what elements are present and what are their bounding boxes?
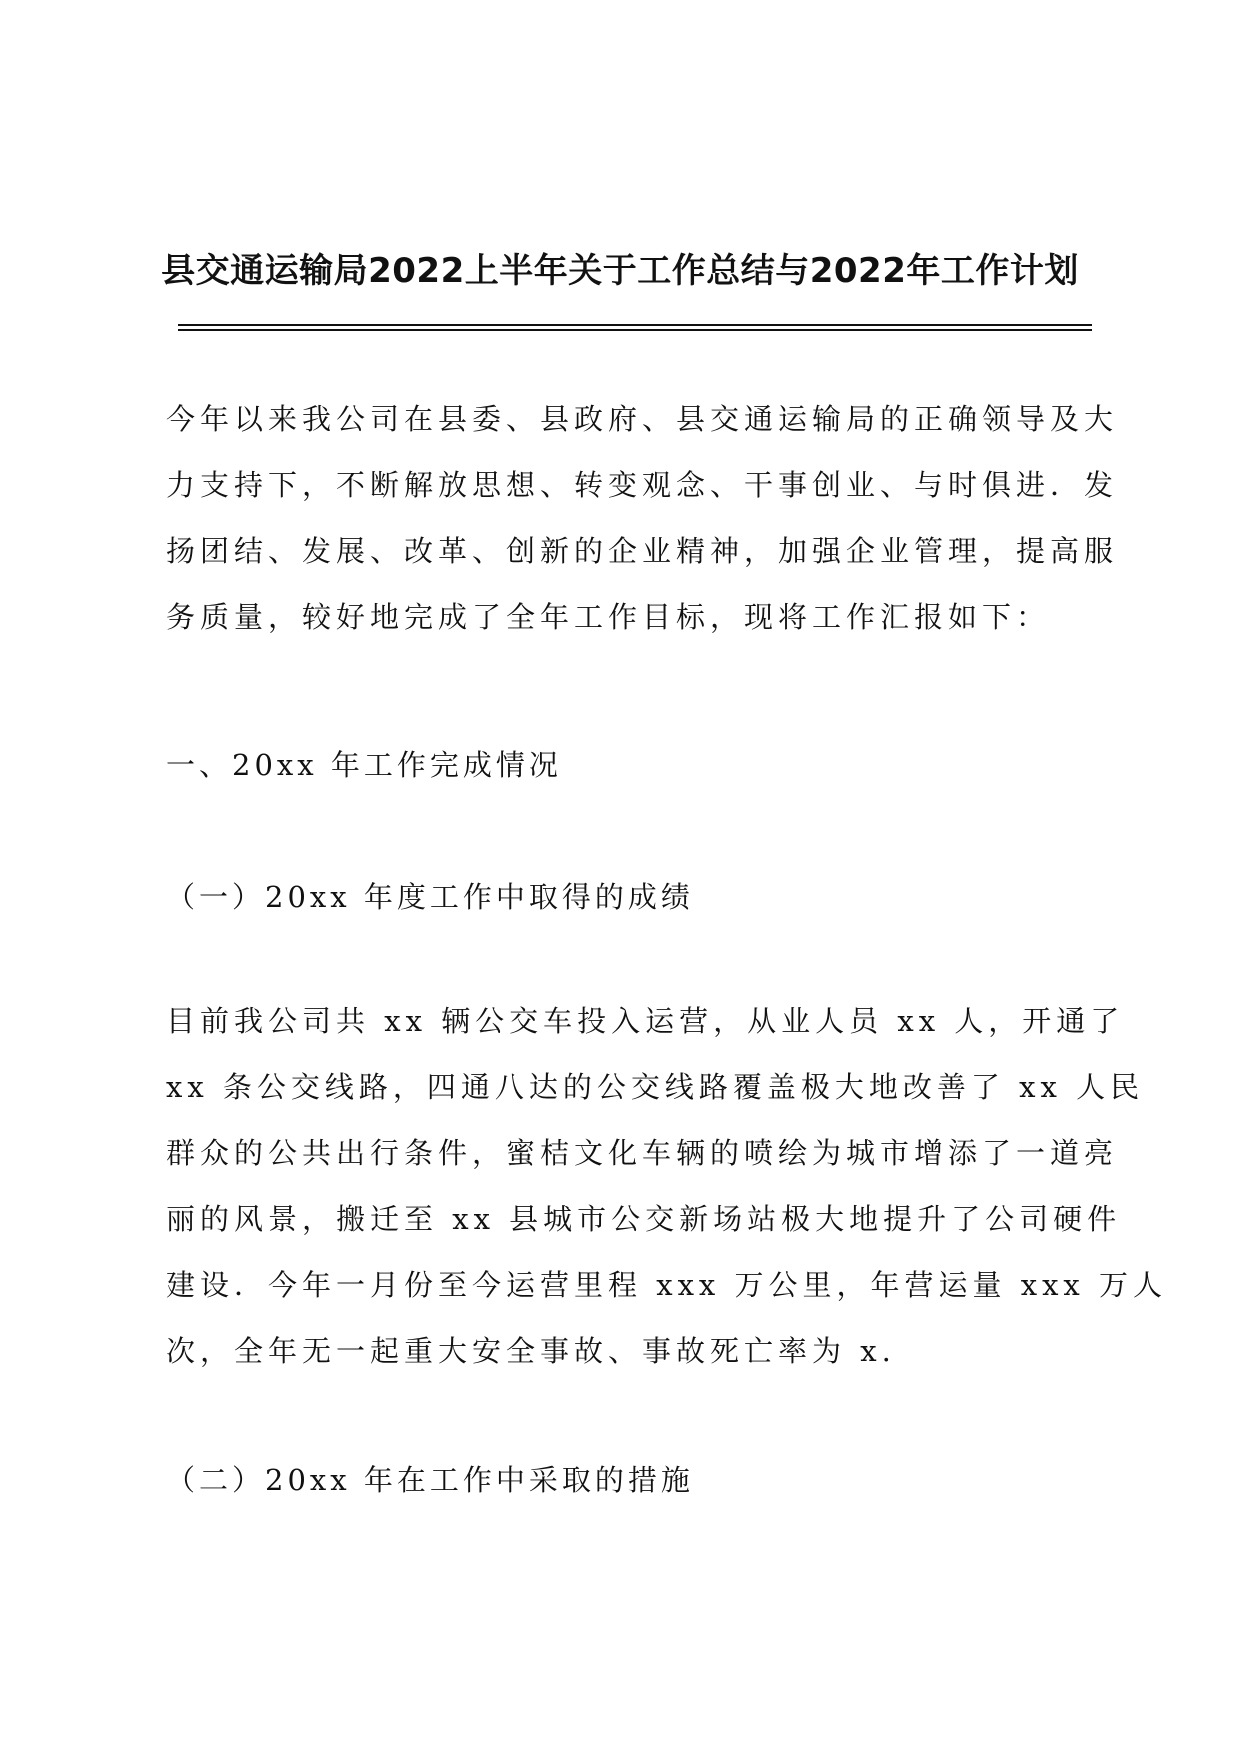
paragraph-line: 目前我公司共 xx 辆公交车投入运营，从业人员 xx 人，开通了 <box>166 1004 1125 1038</box>
paragraph-line: xx 条公交线路，四通八达的公交线路覆盖极大地改善了 xx 人民 <box>166 1070 1145 1104</box>
section-heading: 一、20xx 年工作完成情况 <box>166 748 562 782</box>
paragraph-line: 务质量，较好地完成了全年工作目标，现将工作汇报如下： <box>166 600 1051 634</box>
achievements-paragraph <box>166 988 1168 1384</box>
subsection-heading: （一）20xx 年度工作中取得的成绩 <box>166 880 694 914</box>
intro-paragraph <box>166 386 1119 650</box>
paragraph-line: 群众的公共出行条件，蜜桔文化车辆的喷绘为城市增添了一道亮 <box>166 1136 1119 1170</box>
paragraph-line: 丽的风景，搬迁至 xx 县城市公交新场站极大地提升了公司硬件 <box>166 1202 1122 1236</box>
document-title: 县交通运输局2022上半年关于工作总结与2022年工作计划 <box>161 251 1079 291</box>
paragraph-line: 今年以来我公司在县委、县政府、县交通运输局的正确领导及大 <box>166 402 1119 436</box>
subsection-heading: （二）20xx 年在工作中采取的措施 <box>166 1463 694 1497</box>
paragraph-line: 建设．今年一月份至今运营里程 xxx 万公里，年营运量 xxx 万人 <box>166 1268 1168 1302</box>
paragraph-line: 力支持下，不断解放思想、转变观念、干事创业、与时俱进．发 <box>166 468 1119 502</box>
title-double-rule <box>178 324 1092 331</box>
paragraph-line: 次，全年无一起重大安全事故、事故死亡率为 x. <box>166 1334 896 1368</box>
paragraph-line: 扬团结、发展、改革、创新的企业精神，加强企业管理，提高服 <box>166 534 1119 568</box>
